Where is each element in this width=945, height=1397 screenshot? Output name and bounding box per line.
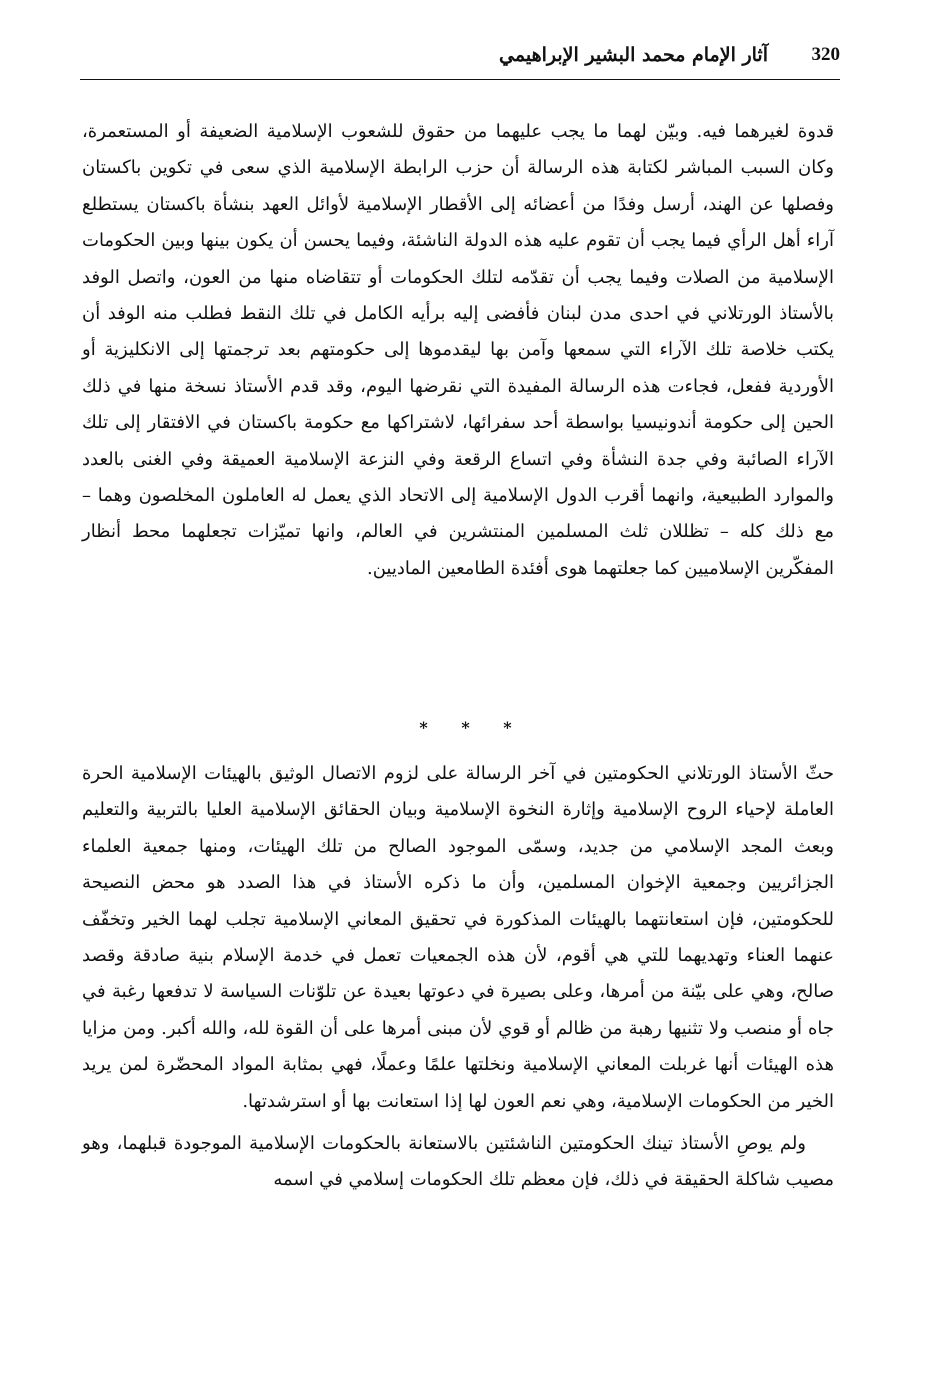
- paragraph-2: حثّ الأستاذ الورتلاني الحكومتين في آخر الرسالة على لزوم الاتصال الوثيق بالهيئات الإسلامية الحرة العاملة لإحياء الروح الإسلامية وإثارة النخوة الإسلامية وبيان الحقائق الإسلامية العليا بالتربية والتعليم وبعث المجد الإسلامي من جديد، وسمّى الموجود الصالح من تلك الهيئات، ومنها جمعية العلماء الجزائريين وجمعية الإخوان المسلمين، وأن ما ذكره الأستاذ في هذا الصدد هو محض النصيحة للحكومتين، فإن استعانتهما بالهيئات المذكورة في تحقيق المعاني الإسلامية تجلب لهما الخير وتخفّف عنهما العناء وتهديهما للتي هي أقوم، لأن هذه الجمعيات تعمل في خدمة الإسلام بنية صادقة وقصد صالح، وهي على بيّنة من أمرها، وعلى بصيرة في دعوتها بعيدة عن تلوّنات السياسة لا تدفعها رغبة في جاه أو منصب ولا تثنيها رهبة من ظالم أو قوي لأن مبنى أمرها على أن القوة لله، والله أكبر. ومن مزايا هذه الهيئات أنها غربلت المعاني الإسلامية ونخلتها علمًا وعملًا، فهي بمثابة المواد المحضّرة لمن يريد الخير من الحكومات الإسلامية، وهي نعم العون لها إذا استعانت بها أو استرشدتها.: [82, 763, 834, 1112]
- paragraph-1: قدوة لغيرهما فيه. وبيّن لهما ما يجب عليهما من حقوق للشعوب الإسلامية الضعيفة أو المستعمرة، وكان السبب المباشر لكتابة هذه الرسالة أن حزب الرابطة الإسلامية الذي سعى في تكوين باكستان وفصلها عن الهند، أرسل وفدًا من أعضائه إلى الأقطار الإسلامية لأوائل العهد بنشأة باكستان يستطلع آراء أهل الرأي فيما يجب أن تقوم عليه هذه الدولة الناشئة، وفيما يحسن أن يكون بينها وبين الحكومات الإسلامية من الصلات وفيما يجب أن تقدّمه لتلك الحكومات أو تتقاضاه منها من العون، واتصل الوفد بالأستاذ الورتلاني في احدى مدن لبنان فأفضى إليه برأيه الكامل في تلك النقط فطلب منه الوفد أن يكتب خلاصة تلك الآراء التي سمعها وآمن بها ليقدموها إلى حكومتهم بعد ترجمتها إلى الانكليزية أو الأوردية ففعل، فجاءت هذه الرسالة المفيدة التي نقرضها اليوم، وقد قدم الأستاذ نسخة منها في ذلك الحين إلى حكومة أندونيسيا بواسطة أحد سفرائها، لاشتراكها مع حكومة باكستان في الافتقار إلى تلك الآراء الصائبة وفي جدة النشأة وفي اتساع الرقعة وفي النزعة الإسلامية العميقة وفي الغنى بالعدد والموارد الطبيعية، وانهما أقرب الدول الإسلامية إلى الاتحاد الذي يعمل له العاملون المخلصون وهما – مع ذلك كله – تظللان ثلث المسلمين المنتشرين في العالم، وانها تميّزات تجعلهما محط أنظار المفكّرين الإسلاميين كما جعلتهما هوى أفئدة الطامعين الماديين.: [82, 121, 834, 579]
- page-header: [80, 40, 840, 80]
- body-section-1: [82, 114, 834, 587]
- page-number: 320: [811, 44, 840, 65]
- running-title: آثار الإمام محمد البشير الإبراهيمي: [499, 44, 768, 66]
- section-separator: * * *: [419, 718, 526, 737]
- paragraph-3: ولم يوصِ الأستاذ تينك الحكومتين الناشئتين بالاستعانة بالحكومات الإسلامية الموجودة قبلهما، وهو مصيب شاكلة الحقيقة في ذلك، فإن معظم تلك الحكومات إسلامي في اسمه: [82, 1133, 834, 1191]
- header-rule: [80, 79, 840, 80]
- body-section-2: [82, 756, 834, 1199]
